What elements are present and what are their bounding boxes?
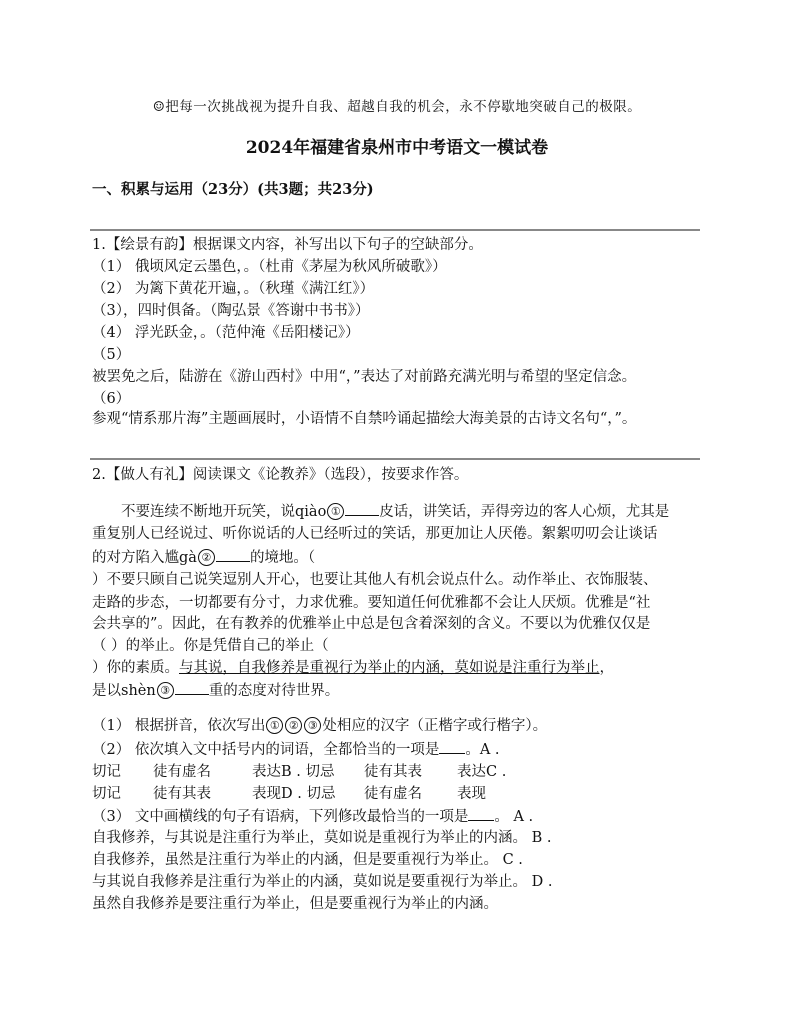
option-b: 自我修养，虽然是注重行为举止的内涵，但是要重视行为举止。 C . (92, 852, 523, 868)
q1-item-4: （4） 浮光跃金，。（范仲淹《岳阳楼记》） (92, 325, 360, 341)
option-word: 表现D . 切忌 (252, 786, 336, 802)
question-text: （3） 文中画横线的句子有语病，下列修改最恰当的一项是 (92, 809, 469, 825)
answer-blank[interactable] (439, 739, 465, 754)
option-word: 徒有其表 (364, 764, 422, 780)
passage-line (121, 501, 669, 522)
blank-marker-1: ① (327, 503, 344, 520)
passage-line: ）不要只顾自己说笑逗别人开心，也要让其他人有机会说点什么。动作举止、衣饰服装、 (92, 572, 658, 588)
question-text: 处相应的汉字（正楷字或行楷字）。 (322, 718, 548, 734)
underlined-sentence: 与其说，自我修养是重视行为举止的内涵，莫如说是注重行为举止 (179, 660, 600, 676)
option-word: 切记 (92, 786, 121, 802)
q1-item-2: （2） 为篱下黄花开遍，。（秋瑾《满江红》） (92, 281, 375, 297)
passage-line: 重复别人已经说过、听你说话的人已经听过的笑话，那更加让人厌倦。絮絮叨叨会让谈话 (92, 526, 658, 542)
option-d: 虽然自我修养是要注重行为举止，但是要重视行为举止的内涵。 (92, 896, 498, 912)
passage-line (92, 680, 339, 701)
divider (90, 458, 700, 460)
option-c: 与其说自我修养是注重行为举止的内涵，莫如说是要重视行为举止。 D . (92, 874, 553, 890)
option-word: 表现 (457, 786, 486, 802)
passage-text: 皮话，讲笑话，弄得旁边的客人心烦，尤其是 (379, 504, 670, 520)
q1-item-6: 参观“情系那片海”主题画展时，小语情不自禁吟诵起描绘大海美景的古诗文名句“，”。 (92, 411, 637, 427)
q2-sub-2 (92, 739, 500, 760)
blank-marker-3: ③ (304, 717, 321, 734)
answer-blank[interactable] (175, 680, 209, 695)
section-heading: 一、积累与运用（23分）(共3题；共23分) (92, 181, 374, 198)
blank-marker-3: ③ (157, 682, 174, 699)
q1-item-1: （1） 俄顷风定云墨色，。（杜甫《茅屋为秋风所破歌》） (92, 259, 447, 275)
passage-line (92, 547, 315, 568)
question-text: （1） 根据拼音，依次写出 (92, 718, 266, 734)
q2-sub-3 (92, 806, 533, 827)
answer-blank[interactable] (345, 501, 379, 516)
option-word: 徒有虚名 (153, 764, 211, 780)
option-row-cd (92, 784, 486, 804)
q1-item-3: （3），四时俱备。（陶弘景《答谢中书书》） (92, 303, 370, 319)
q1-stem: 1.【绘景有韵】根据课文内容，补写出以下句子的空缺部分。 (92, 237, 483, 253)
option-row-ab (92, 762, 506, 782)
passage-text: 的境地。（ (249, 550, 316, 566)
question-text: （2） 依次填入文中括号内的词语，全都恰当的一项是 (92, 742, 440, 758)
exam-title: 2024年福建省泉州市中考语文一模试卷 (245, 138, 549, 158)
option-word: 表达C . (457, 764, 507, 780)
q2-sub-1 (92, 716, 547, 736)
passage-text: 重的态度对待世界。 (208, 683, 340, 699)
blank-marker-2: ② (285, 717, 302, 734)
answer-blank[interactable] (216, 547, 250, 562)
option-word: 切记 (92, 764, 121, 780)
blank-marker-1: ① (266, 717, 283, 734)
blank-marker-2: ② (198, 549, 215, 566)
option-word: 表达B . 切忌 (252, 764, 335, 780)
option-word: 徒有虚名 (364, 786, 422, 802)
q1-item-6-label: （6） (92, 391, 131, 407)
divider (90, 229, 700, 231)
answer-blank[interactable] (468, 806, 494, 821)
option-word: 徒有其表 (153, 786, 211, 802)
q1-item-5: 被罢免之后，陆游在《游山西村》中用“，”表达了对前路充满光明与希望的坚定信念。 (92, 369, 637, 385)
passage-line: 走路的步态，一切都要有分寸，力求优雅。要知道任何优雅都不会让人厌烦。优雅是“社 (92, 595, 651, 611)
passage-text: 是以shèn (92, 683, 156, 699)
question-text: 。 A . (494, 809, 534, 825)
passage-text: 不要连续不断地开玩笑，说qiào (121, 504, 327, 520)
passage-line: （ ）的举止。你是凭借自己的举止（ (92, 638, 329, 654)
passage-text: 的对方陷入尴gà (92, 550, 197, 566)
passage-text: ）你的素质。 (92, 660, 179, 676)
option-a: 自我修养，与其说是注重行为举止，莫如说是重视行为举止的内涵。 B . (92, 830, 552, 846)
passage-text: ， (599, 660, 614, 676)
passage-line: 会共享的”。因此，在有教养的优雅举止中总是包含着深刻的含义。不要以为优雅仅仅是 (92, 616, 651, 632)
question-text: 。A . (465, 742, 500, 758)
page-motto: ☺把每一次挑战视为提升自我、超越自我的机会，永不停歇地突破自己的极限。 (152, 99, 642, 115)
passage-line (92, 658, 614, 678)
q2-stem: 2.【做人有礼】阅读课文《论教养》（选段），按要求作答。 (92, 467, 469, 483)
q1-item-5-label: （5） (92, 347, 131, 363)
